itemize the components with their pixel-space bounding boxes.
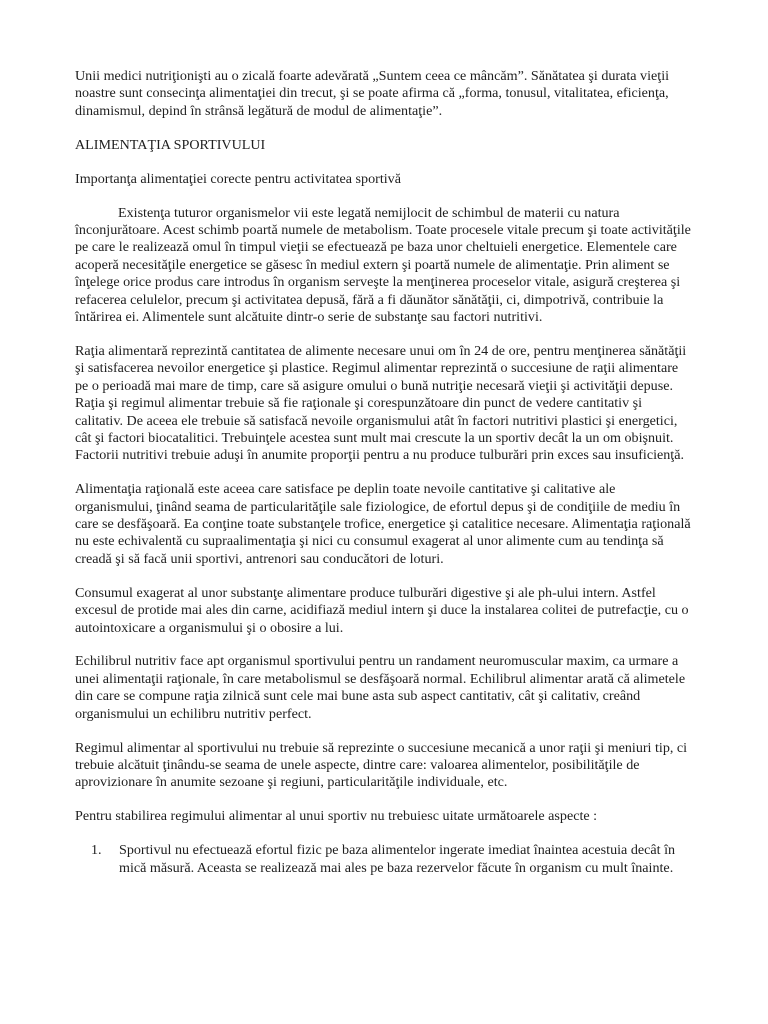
section-subheading: Importanţa alimentaţiei corecte pentru activitatea sportivă	[75, 170, 401, 187]
list-item	[75, 842, 692, 877]
body-paragraph: Alimentaţia raţională este aceea care satisface pe deplin toate nevoile cantitative şi calitative ale organismului, ţinând seama de particularităţile sale fiziologice, de efortul depus şi de condiţiile de mediu în care se desfăşoară. Ea conţine toate substanţele trofice, energetice şi catalitice necesare. Alimentaţia raţională nu este echivalentă cu supraalimentaţia şi nici cu consumul exagerat al unor alimente cum au tendinţa să creadă şi să facă unii sportivi, antrenori sau conducători de loturi.	[75, 481, 691, 567]
body-paragraph: Raţia alimentară reprezintă cantitatea de alimente necesare unui om în 24 de ore, pentru menţinerea sănătăţii şi satisfacerea nevoilor energetice şi plastice. Regimul alimentar reprezintă o succesiune de raţii alimentare pe o perioadă mai mare de timp, care să asigure omului o bună nutriţie necesară vieţii şi activităţii depuse. Raţia şi regimul alimentar trebuie să fie raţionale şi corespunzătoare din punct de vedere cantitativ şi calitativ. De aceea ele trebuie să satisfacă nevoile organismului atât în factori nutritivi plastici şi energetici, cât şi factori biocatalitici. Trebuinţele acestea sunt mult mai crescute la un sportiv decât la un om obişnuit. Factorii nutritivi trebuie aduşi în anumite proporţii pentru a nu produce tulburări prin exces sau insuficienţă.	[75, 342, 687, 464]
body-paragraph: Echilibrul nutritiv face apt organismul sportivului pentru un randament neuromuscular maxim, ca urmare a unei alimentaţii raţionale, în care metabolismul se desfăşoară normal. Echilibrul alimentar arată că alimetele din care se compune raţia zilnică sunt cele mai bune asta sub aspect cantitativ, cât şi calitativ, creând organismului un echilibru nutritiv perfect.	[75, 653, 686, 722]
list-item-text: Sportivul nu efectuează efortul fizic pe baza alimentelor ingerate imediat înaintea acestuia decât în mică măsură. Aceasta se realizează mai ales pe baza rezervelor făcute în organism cu mult înainte.	[119, 842, 676, 876]
body-paragraph: Regimul alimentar al sportivului nu trebuie să reprezinte o succesiune mecanică a unor raţii şi meniuri tip, ci trebuie alcătuit ţinându-se seama de unele aspecte, dintre care: valoarea alimentelor, posibilităţile de aprovizionare în anumite sezoane şi regiuni, particularităţile individuale, etc.	[75, 739, 688, 791]
document-page	[75, 68, 692, 877]
list-item-number: 1.	[91, 842, 102, 859]
numbered-list	[75, 842, 692, 877]
body-paragraph: Consumul exagerat al unor substanţe alimentare produce tulburări digestive şi ale ph-ului intern. Astfel excesul de protide mai ales din carne, acidifiază mediul intern şi duce la instalarea colitei de putrefacţie, cu o autointoxicare a organismului şi o obosire a lui.	[75, 584, 689, 636]
body-paragraph: Existenţa tuturor organismelor vii este legată nemijlocit de schimbul de materii cu natura înconjurătoare. Acest schimb poartă numele de metabolism. Toate procesele vitale precum şi toate activităţile pe care le realizează omul în timpul vieţii se efectuează pe baza unor cheltuieli energetice. Elementele care acoperă necesităţile energetice se găsesc în mediul extern şi poartă numele de alimentaţie. Prin aliment se înţelege orice produs care introdus în organism serveşte la menţinerea proceselor vitale, asigură creşterea şi refacerea celulelor, precum şi activitatea depusă, fără a fi dăunător sănătăţii, ci, dimpotrivă, contribuie la întărirea ei. Alimentele sunt alcătuite dintr-o serie de substanţe sau factori nutritivi.	[75, 204, 691, 325]
section-heading: ALIMENTAŢIA SPORTIVULUI	[75, 136, 266, 153]
body-paragraph: Pentru stabilirea regimului alimentar al unui sportiv nu trebuiesc uitate următoarele aspecte :	[75, 808, 598, 825]
intro-paragraph: Unii medici nutriţionişti au o zicală foarte adevărată „Suntem ceea ce mâncăm”. Sănătatea şi durata vieţii noastre sunt consecinţa alimentaţiei din trecut, şi se poate afirma că „forma, tonusul, vitalitatea, eficienţa, dinamismul, depind în strânsă legătură de modul de alimentaţie”.	[75, 68, 670, 119]
